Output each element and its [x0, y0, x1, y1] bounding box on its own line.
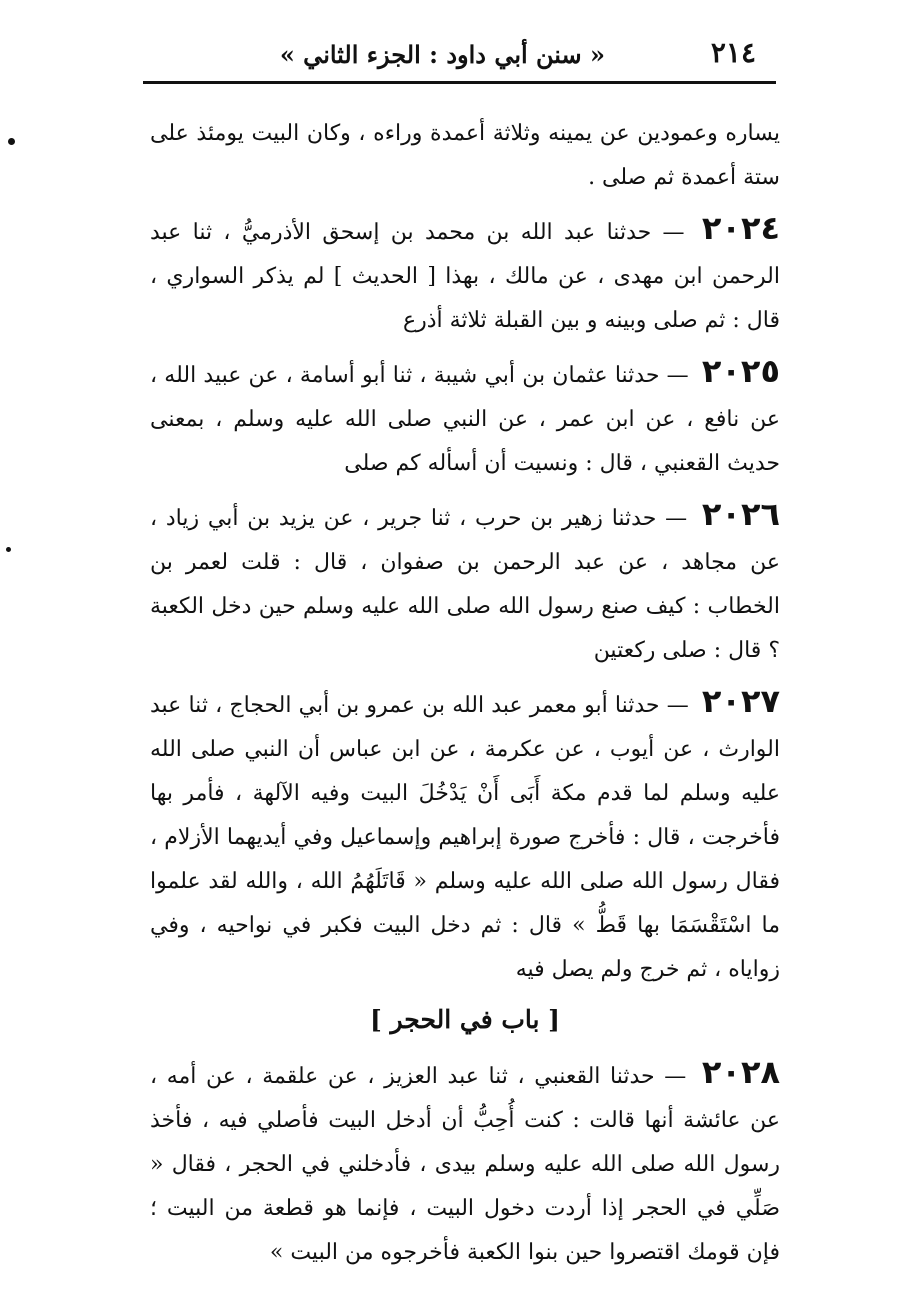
hadith-2027: [150, 679, 780, 992]
hadith-number: ٢٠٢٨: [701, 1053, 780, 1091]
hadith-2025: [150, 349, 780, 486]
body-text: [150, 112, 780, 1281]
header-rule: [143, 81, 776, 84]
hadith-number: ٢٠٢٧: [701, 682, 780, 720]
hadith-text: — حدثنا زهير بن حرب ، ثنا جرير ، عن يزيد بن أبي زياد ، عن مجاهد ، عن عبد الرحمن بن صفوان ، قال : قلت لعمر بن الخطاب : كيف صنع رسول الله صلى الله عليه وسلم حين دخل الكعبة ؟ قال : صلى ركعتين: [150, 506, 780, 663]
hadith-2024: [150, 206, 780, 343]
running-title: « سنن أبي داود : الجزء الثاني »: [279, 40, 605, 69]
hadith-text: — حدثنا القعنبي ، ثنا عبد العزيز ، عن علقمة ، عن أمه ، عن عائشة أنها قالت : كنت أُحِبُّ أن أدخل البيت فأصلي فيه ، فأخذ رسول الله صلى الله عليه وسلم بيدى ، فأدخلني في الحجر ، فقال « صَلِّي في الحجر إذا أردت دخول البيت ، فإنما هو قطعة من البيت ؛ فإن قومك اقتصروا حين بنوا الكعبة فأخرجوه من البيت »: [150, 1064, 780, 1265]
hadith-number: ٢٠٢٦: [701, 495, 780, 533]
hadith-text: — حدثنا عبد الله بن محمد بن إسحق الأذرميُّ ، ثنا عبد الرحمن ابن مهدى ، عن مالك ، بهذا [ الحديث ] لم يذكر السواري ، قال : ثم صلى وبينه و بين القبلة ثلاثة أذرع: [150, 220, 780, 333]
margin-dot: [6, 547, 11, 552]
margin-dot: [8, 138, 15, 145]
hadith-2028: [150, 1050, 780, 1275]
hadith-text: — حدثنا عثمان بن أبي شيبة ، ثنا أبو أسامة ، عن عبيد الله ، عن نافع ، عن ابن عمر ، عن النبي صلى الله عليه وسلم ، بمعنى حديث القعنبي ، قال : ونسيت أن أسأله كم صلى: [150, 363, 780, 476]
page-header: [140, 30, 780, 80]
hadith-number: ٢٠٢٤: [701, 209, 780, 247]
paragraph-continuation: [150, 112, 780, 200]
hadith-text: — حدثنا أبو معمر عبد الله بن عمرو بن أبي الحجاج ، ثنا عبد الوارث ، عن أيوب ، عن عكرمة ، عن ابن عباس أن النبي صلى الله عليه وسلم لما قدم مكة أَبَى أَنْ يَدْخُلَ البيت وفيه الآلهة ، فأمر بها فأخرجت ، قال : فأخرج صورة إبراهيم وإسماعيل وفي أيديهما الأزلام ، فقال رسول الله صلى الله عليه وسلم « قَاتَلَهُمُ الله ، والله لقد علموا ما اسْتَقْسَمَا بها قَطُّ » قال : ثم دخل البيت فكبر في نواحيه ، وفي زواياه ، ثم خرج ولم يصل فيه: [150, 693, 780, 982]
hadith-number: ٢٠٢٥: [701, 352, 780, 390]
chapter-heading: [ باب في الحجر ]: [369, 1005, 560, 1034]
page-number: ٢١٤: [710, 36, 756, 69]
hadith-2026: [150, 492, 780, 673]
paragraph-text: يساره وعمودين عن يمينه وثلاثة أعمدة وراءه ، وكان البيت يومئذ على ستة أعمدة ثم صلى .: [150, 121, 780, 190]
